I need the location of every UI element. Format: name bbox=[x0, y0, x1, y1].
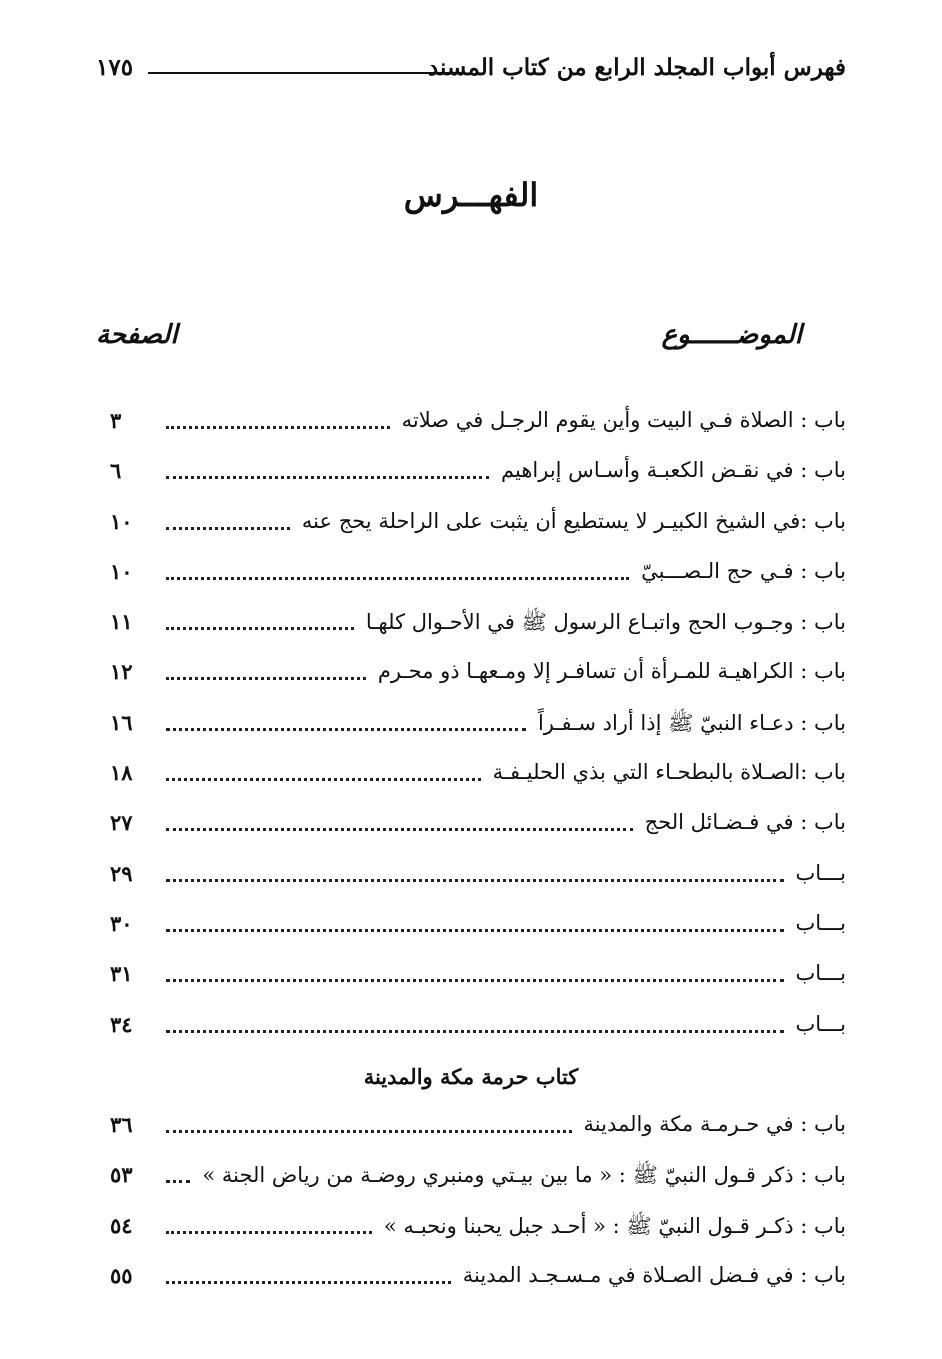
dot-leader bbox=[166, 879, 784, 882]
toc-entry-page: ٢٩ bbox=[110, 860, 133, 886]
header-rule bbox=[148, 72, 464, 74]
toc-entry bbox=[96, 804, 846, 854]
dot-leader bbox=[166, 476, 489, 479]
toc-entry-page: ٥٥ bbox=[110, 1263, 133, 1289]
toc-entry-page: ٦ bbox=[110, 458, 122, 484]
toc-entry bbox=[96, 905, 846, 955]
dot-leader bbox=[166, 1030, 784, 1033]
toc-entry-page: ٣١ bbox=[110, 961, 133, 987]
dot-leader bbox=[166, 979, 784, 982]
toc-entry-title: باب : الصلاة فـي البيت وأين يقوم الرجـل في صلاته bbox=[401, 408, 846, 432]
toc-entry bbox=[96, 452, 846, 502]
toc-entry bbox=[96, 1257, 846, 1307]
toc-entry-page: ٣٤ bbox=[110, 1011, 133, 1037]
toc-entry bbox=[96, 955, 846, 1005]
toc-entry-title: بـــاب bbox=[795, 860, 846, 885]
toc-entry bbox=[96, 503, 846, 553]
toc-entry bbox=[96, 553, 846, 603]
column-heading-topic: الموضــــــوع bbox=[661, 320, 802, 350]
toc-entry bbox=[96, 704, 846, 754]
dot-leader bbox=[166, 677, 366, 680]
toc-entry-title: باب : الكراهيـة للمـرأة أن تسافـر إلا ومـعهـا ذو محـرم bbox=[377, 659, 846, 684]
toc-entry-page: ٥٤ bbox=[110, 1212, 133, 1238]
toc-entry-page: ١٢ bbox=[110, 659, 133, 685]
toc-entry-page: ١٨ bbox=[110, 760, 133, 786]
page-number: ١٧٥ bbox=[96, 54, 134, 81]
toc-entry-title: باب : ذكر قـول النبيّ ﷺ : « ما بين بيـتي ومنبري روضـة من رياض الجنة » bbox=[202, 1163, 846, 1188]
toc-entry-title: باب : في فـضـائل الحج bbox=[644, 810, 846, 835]
dot-leader bbox=[166, 1130, 572, 1133]
toc-entry bbox=[96, 653, 846, 703]
dot-leader bbox=[166, 1231, 372, 1234]
dot-leader bbox=[166, 527, 290, 530]
toc-entry bbox=[96, 1207, 846, 1257]
toc-entry bbox=[96, 1006, 846, 1056]
toc-entry bbox=[96, 402, 846, 452]
running-header bbox=[96, 50, 846, 94]
dot-leader bbox=[166, 426, 390, 429]
dot-leader bbox=[166, 929, 784, 932]
toc-entry-title: باب : ذكـر قـول النبيّ ﷺ : « أحـد جبل يحبنا ونحبـه » bbox=[383, 1213, 846, 1238]
toc-entry-page: ٣٠ bbox=[110, 910, 133, 936]
toc-entry bbox=[96, 1156, 846, 1206]
toc-entry-title: باب : في فـضل الصـلاة في مـسـجـد المدينة bbox=[462, 1263, 846, 1288]
toc-entry bbox=[96, 754, 846, 804]
toc-entry-title: باب : فـي حج الـصـــبيّ bbox=[641, 558, 846, 583]
toc-entry bbox=[96, 603, 846, 653]
toc-entry bbox=[96, 1106, 846, 1156]
dot-leader bbox=[166, 728, 526, 731]
running-title: فهرس أبواب المجلد الرابع من كتاب المسند bbox=[427, 54, 846, 81]
toc-entry-title: باب : في نقـض الكعبـة وأسـاس إبراهيم bbox=[501, 458, 846, 483]
dot-leader bbox=[166, 1281, 451, 1284]
dot-leader bbox=[166, 627, 354, 630]
toc-entry-title: باب : دعـاء النبيّ ﷺ إذا أراد سـفـراً bbox=[537, 710, 846, 735]
dot-leader bbox=[166, 778, 481, 781]
toc-entry-title: بـــاب bbox=[795, 1011, 846, 1036]
column-heading-page: الصفحة bbox=[96, 320, 178, 350]
dot-leader bbox=[166, 828, 633, 831]
toc-entry-page: ٥٣ bbox=[110, 1162, 133, 1188]
toc-entry-title: باب : في حـرمـة مكة والمدينة bbox=[583, 1112, 846, 1137]
toc-entry-title: باب :في الشيخ الكبيـر لا يستطيع أن يثبت على الراحلة يحج عنه bbox=[301, 508, 846, 533]
toc-entry-page: ١١ bbox=[110, 609, 133, 635]
toc-entry-title: بـــاب bbox=[795, 961, 846, 986]
toc-entry-page: ٢٧ bbox=[110, 810, 133, 836]
section-heading-title: كتاب حرمة مكة والمدينة bbox=[363, 1063, 579, 1089]
dot-leader bbox=[166, 577, 629, 580]
index-title: الفهـــرس bbox=[403, 176, 539, 214]
toc-entry-page: ٣٦ bbox=[110, 1112, 133, 1138]
toc-entry-page: ٣ bbox=[110, 408, 122, 433]
section-heading bbox=[96, 1056, 846, 1106]
table-of-contents bbox=[96, 402, 846, 1307]
toc-entry-page: ١٠ bbox=[110, 508, 133, 534]
dot-leader bbox=[166, 1180, 190, 1183]
toc-entry-page: ١٦ bbox=[110, 709, 133, 735]
toc-entry-title: بـــاب bbox=[795, 910, 846, 935]
toc-entry bbox=[96, 855, 846, 905]
toc-entry-title: باب : وجـوب الحج واتبـاع الرسول ﷺ في الأحـوال كلهـا bbox=[365, 610, 846, 635]
toc-entry-title: باب :الصـلاة بالبطحـاء التي بذي الحليـفـة bbox=[492, 760, 846, 785]
toc-entry-page: ١٠ bbox=[110, 558, 133, 584]
